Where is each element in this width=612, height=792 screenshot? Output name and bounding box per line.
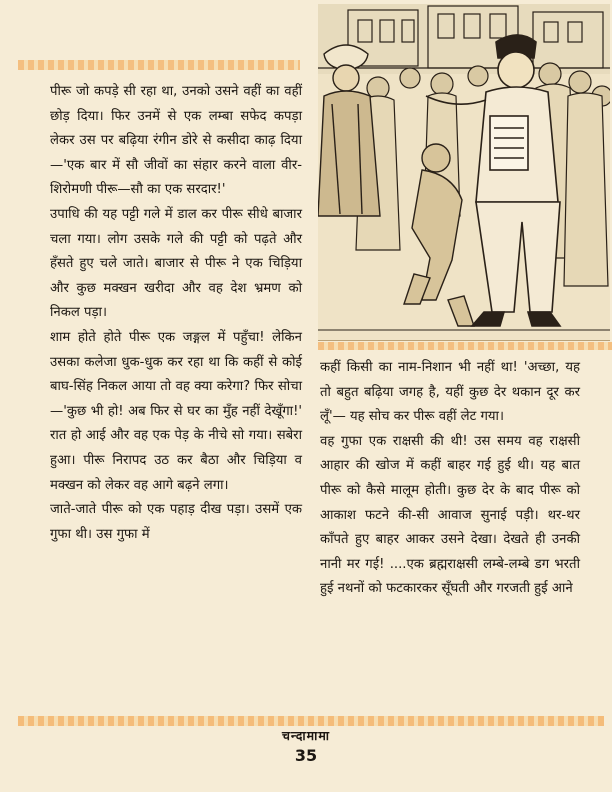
paragraph-2: उपाधि की यह पट्टी गले में डाल कर पीरू सीधे बाजार चला गया। लोग उसके गले की पट्टी को पढ़ते और हँसते हुए चले जाते। बाजार से पीरू ने एक चिड़िया और कुछ मक्खन खरीदा और वह देश भ्रमण को निकल पड़ा। — [50, 206, 302, 321]
page-footer — [0, 727, 612, 765]
decorative-band-footer — [18, 716, 604, 726]
paragraph-5: कहीं किसी का नाम-निशान भी नहीं था! 'अच्छा, यह तो बहुत बढ़िया जगह है, यहीं कुछ देर थकान दूर कर लूँ'— यह सोच कर पीरू वहीं लेट गया। — [320, 360, 580, 425]
paragraph-3: शाम होते होते पीरू एक जङ्गल में पहुँचा! लेकिन उसका कलेजा धुक-धुक कर रहा था कि कहीं से कोई बाघ-सिंह निकल आया तो वह क्या करेगा? फिर सोचा—'कुछ भी हो! अब फिर से घर का मुँह नहीं देखूँगा!' रात हो आई और वह एक पेड़ के नीचे सो गया। सबेरा हुआ। पीरू निरापद उठ कर बैठा और चिड़िया व मक्खन को लेकर वह आगे बढ़ने लगा। — [50, 329, 302, 493]
magazine-name: चन्दामामा — [281, 728, 331, 743]
left-column — [50, 80, 302, 547]
illustration — [318, 4, 610, 341]
page-number: 35 — [294, 746, 318, 765]
decorative-band-top — [18, 60, 300, 70]
crowd-illustration — [318, 4, 610, 340]
right-column — [320, 356, 580, 602]
paragraph-6: वह गुफा एक राक्षसी की थी! उस समय वह राक्षसी आहार की खोज में कहीं बाहर गई हुई थी। यह बात पीरू को कैसे मालूम होती। कुछ देर के बाद पीरू को आकाश फटने की-सी आवाज सुनाई पड़ी। थर-थर काँपते हुए बाहर आकर उसने देखा। देखते ही उनकी नानी मर गई! ....एक ब्रह्मराक्षसी लम्बे-लम्बे डग भरती हुई नथनों को फटकारकर सूँघती और गरजती हुई आने — [320, 433, 580, 597]
decorative-band-right — [318, 342, 612, 350]
paragraph-1: पीरू जो कपड़े सी रहा था, उनको उसने वहीं का वहीं छोड़ दिया। फिर उनमें से एक लम्बा सफेद कपड़ा लेकर उस पर बढ़िया रंगीन डोरे से कसीदा काढ़ दिया—'एक बार में सौ जीवों का संहार करने वाला वीर-शिरोमणी पीरू—सौ का एक सरदार!' — [50, 84, 302, 198]
paragraph-4: जाते-जाते पीरू को एक पहाड़ दीख पड़ा। उसमें एक गुफा थी। उस गुफा में — [50, 502, 302, 542]
